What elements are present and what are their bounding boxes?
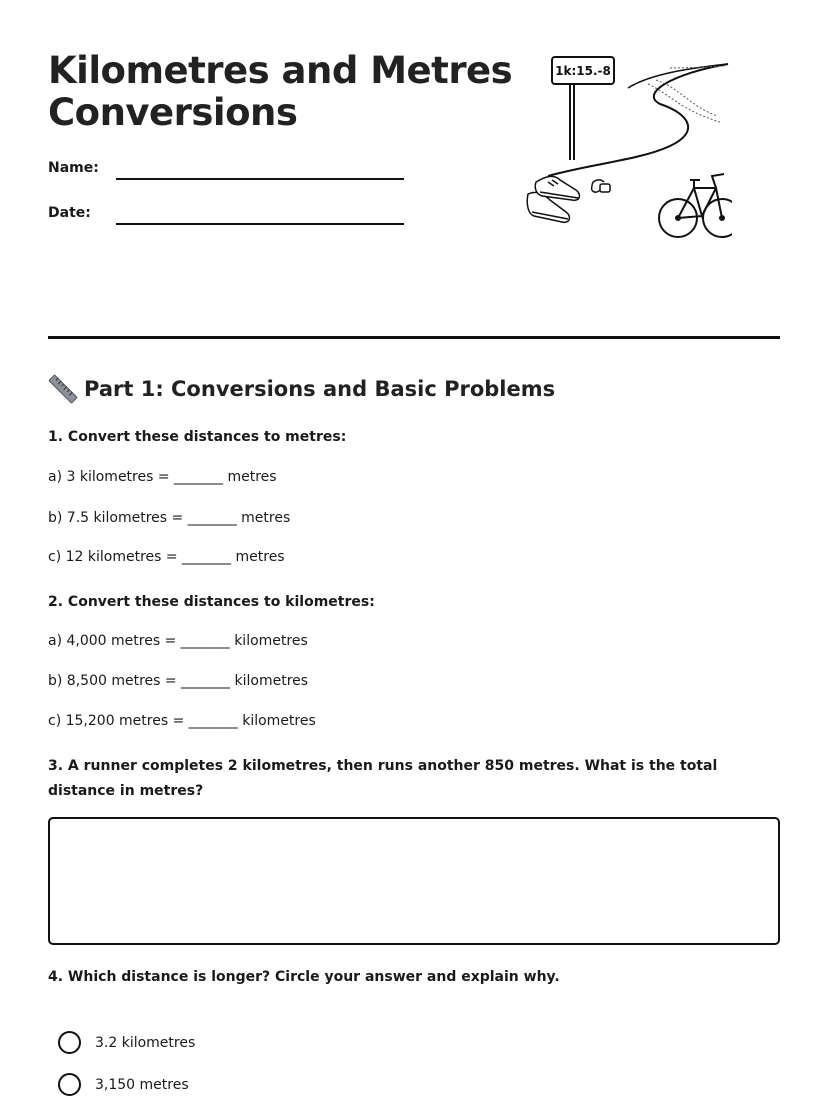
name-line[interactable] bbox=[116, 178, 404, 180]
date-field bbox=[48, 205, 408, 235]
title-line-2: Conversions bbox=[48, 91, 298, 134]
date-label: Date: bbox=[48, 205, 91, 221]
sign-text: 1k:15.-8 bbox=[555, 64, 611, 78]
part1-heading bbox=[48, 374, 555, 404]
option-kilometres[interactable] bbox=[58, 1031, 195, 1054]
question-3-prompt: 3. A runner completes 2 kilometres, then runs another 850 metres. What is the total distance in metres? bbox=[48, 758, 718, 799]
part1-title: Part 1: Conversions and Basic Problems bbox=[84, 377, 556, 401]
q2-item-a: a) 4,000 metres = _______ kilometres bbox=[48, 633, 308, 649]
running-shoes-icon bbox=[527, 176, 579, 222]
radio-circle[interactable] bbox=[58, 1031, 81, 1054]
road-illustration bbox=[480, 54, 732, 254]
name-label: Name: bbox=[48, 160, 99, 176]
option-label: 3.2 kilometres bbox=[95, 1034, 196, 1051]
q1-item-c: c) 12 kilometres = _______ metres bbox=[48, 549, 285, 565]
q1-item-a: a) 3 kilometres = _______ metres bbox=[48, 469, 277, 485]
option-label: 3,150 metres bbox=[95, 1076, 189, 1093]
q1-item-b: b) 7.5 kilometres = _______ metres bbox=[48, 510, 291, 526]
name-field bbox=[48, 160, 408, 190]
road-center-dash-2 bbox=[656, 80, 718, 116]
q2-item-b: b) 8,500 metres = _______ kilometres bbox=[48, 673, 309, 689]
bicycle-icon bbox=[659, 174, 732, 237]
question-2-prompt: 2. Convert these distances to kilometres: bbox=[48, 594, 375, 610]
q2-item-c: c) 15,200 metres = _______ kilometres bbox=[48, 713, 316, 729]
date-line[interactable] bbox=[116, 223, 404, 225]
option-metres[interactable] bbox=[58, 1073, 189, 1096]
question-4-prompt: 4. Which distance is longer? Circle your answer and explain why. bbox=[48, 969, 560, 985]
title-line-1: Kilometres and Metres bbox=[48, 49, 513, 92]
answer-box[interactable] bbox=[48, 817, 780, 945]
header-divider bbox=[48, 336, 780, 339]
question-1-prompt: 1. Convert these distances to metres: bbox=[48, 429, 347, 445]
radio-circle[interactable] bbox=[58, 1073, 81, 1096]
stopwatch-icon bbox=[592, 180, 610, 192]
ruler-icon bbox=[48, 374, 78, 404]
